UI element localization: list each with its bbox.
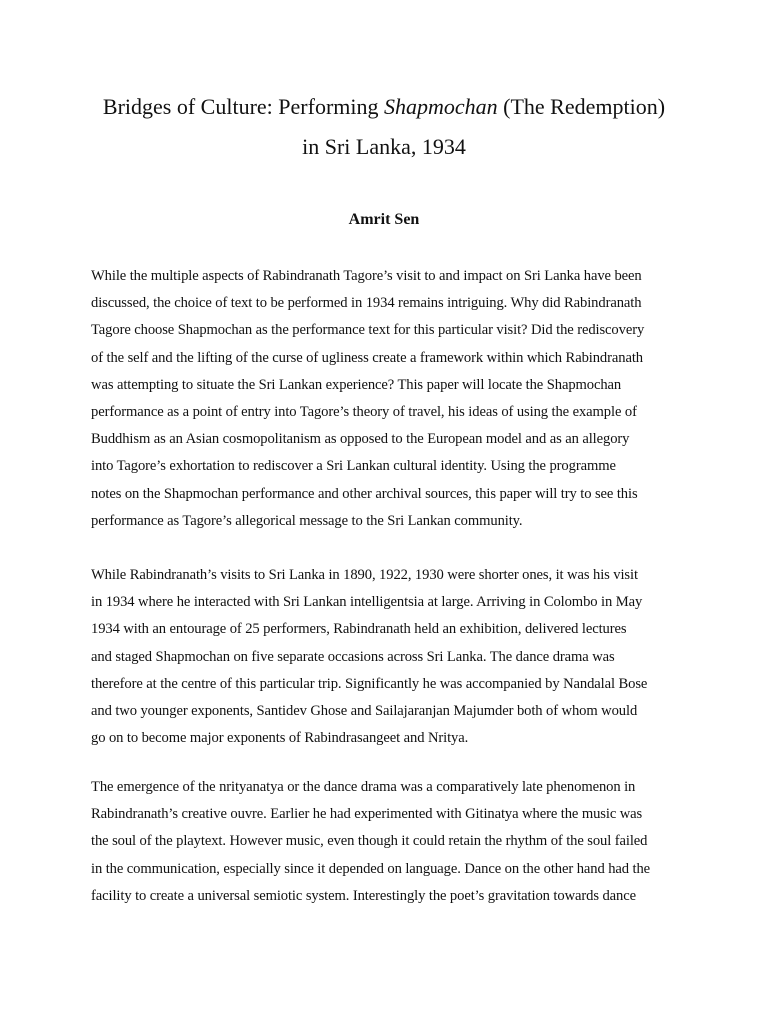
paragraph-line: of the self and the lifting of the curse of ugliness create a framework within which Rabindranath [91,349,643,366]
paragraph-line: While Rabindranath’s visits to Sri Lanka in 1890, 1922, 1930 were shorter ones, it was his visit [91,567,638,583]
title-suffix: (The Redemption) [497,94,666,119]
paragraph-1 [91,263,681,535]
paragraph-line: was attempting to situate the Sri Lankan experience? This paper will locate the Shapmochan [91,376,622,393]
paragraph-line: the soul of the playtext. However music, even though it could retain the rhythm of the soul failed [91,833,648,850]
paragraph-line: go on to become major exponents of Rabindrasangeet and Nritya. [91,730,469,747]
paragraph-line: Tagore choose Shapmochan as the performance text for this particular visit? Did the rediscovery [91,322,645,339]
paragraph-line: notes on the Shapmochan performance and other archival sources, this paper will try to see this [91,485,638,502]
paragraph-line: performance as a point of entry into Tagore’s theory of travel, his ideas of using the example of [91,404,637,421]
paragraph-2 [91,562,681,752]
paragraph-line: The emergence of the nrityanatya or the dance drama was a comparatively late phenomenon in [91,779,636,795]
title-italic-play-name: Shapmochan [384,94,498,119]
paragraph-line: Buddhism as an Asian cosmopolitanism as opposed to the European model and as an allegory [91,431,630,448]
paragraph-line: into Tagore’s exhortation to rediscover a Sri Lankan cultural identity. Using the programme [91,458,616,475]
document-title-line-2: in Sri Lanka, 1934 [302,134,466,159]
title-prefix: Bridges of Culture: Performing [102,94,384,119]
paragraph-line: 1934 with an entourage of 25 performers, Rabindranath held an exhibition, delivered lectures [91,621,627,638]
paragraph-line: While the multiple aspects of Rabindranath Tagore’s visit to and impact on Sri Lanka have been [91,268,642,284]
paragraph-line: in 1934 where he interacted with Sri Lankan intelligentsia at large. Arriving in Colombo in May [91,594,643,611]
paragraph-line: and two younger exponents, Santidev Ghose and Sailajaranjan Majumder both of whom would [91,703,638,720]
author-name: Amrit Sen [348,211,420,228]
paragraph-line: therefore at the centre of this particular trip. Significantly he was accompanied by Nandalal Bose [91,675,648,692]
paragraph-line: performance as Tagore’s allegorical message to the Sri Lankan community. [91,512,523,529]
paragraph-3 [91,774,681,910]
paragraph-line: Rabindranath’s creative ouvre. Earlier he had experimented with Gitinatya where the music was [91,806,643,823]
paragraph-line: in the communication, especially since it depended on language. Dance on the other hand had the [91,860,651,877]
document-title-line-1 [40,88,728,126]
paragraph-line: discussed, the choice of text to be performed in 1934 remains intriguing. Why did Rabindranath [91,295,642,312]
paragraph-line: and staged Shapmochan on five separate occasions across Sri Lanka. The dance drama was [91,648,615,665]
paragraph-line: facility to create a universal semiotic system. Interestingly the poet’s gravitation towards dance [91,887,636,904]
